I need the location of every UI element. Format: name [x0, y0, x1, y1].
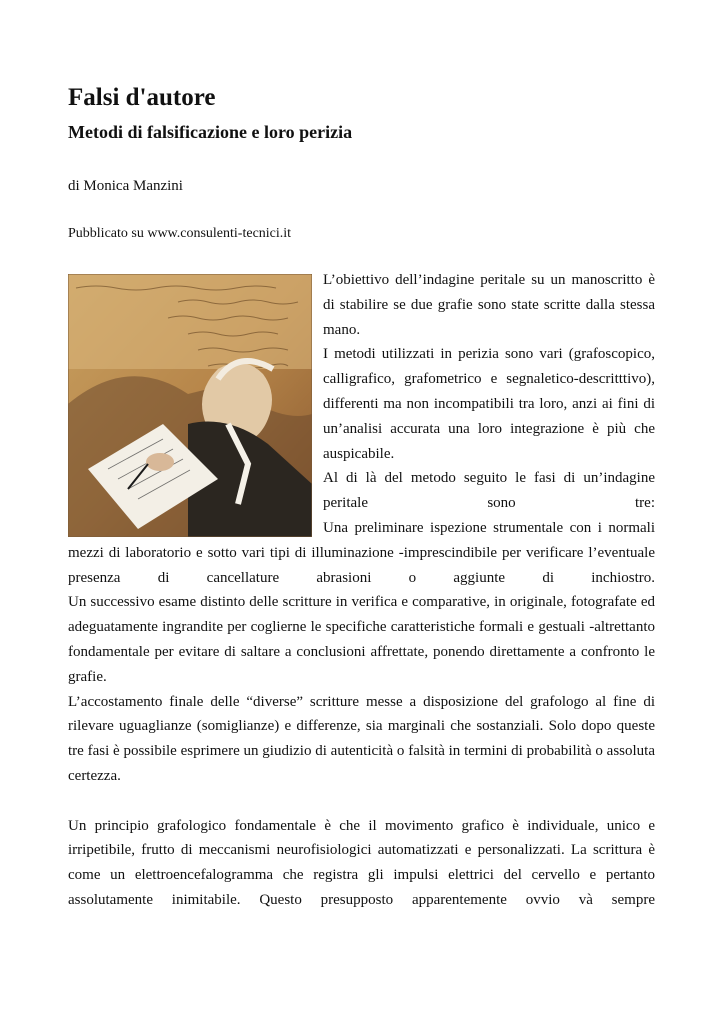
writer-at-desk-illustration: [68, 274, 312, 537]
paragraph: L’obiettivo dell’indagine peritale su un manoscritto è di stabilire se due grafie sono state scritte dalla stessa mano.: [323, 272, 655, 338]
document-title: Falsi d'autore: [68, 84, 216, 111]
paragraph: I metodi utilizzati in perizia sono vari (grafoscopico, calligrafico, grafometrico e segnaletico-descritttivo), differenti ma non incompatibili tra loro, anzi ai fini di un’analisi accurata una loro integrazione è più che auspicabile.: [323, 346, 655, 462]
article-body: [68, 268, 655, 913]
author-line: di Monica Manzini: [68, 178, 183, 194]
paragraph: Al di là del metodo seguito le fasi di un’indagine peritale sono tre:: [323, 470, 655, 512]
paragraph: L’accostamento finale delle “diverse” scritture messe a disposizione del grafologo al fine di rilevare uguaglianze (somiglianze) e differenze, sia marginali che sostanziali. Solo dopo queste tre fasi è possibile esprimere un giudizio di autenticità o falsità in termini di probabilità o assoluta certezza.: [68, 693, 655, 784]
paragraph: Un principio grafologico fondamentale è che il movimento grafico è individuale, unico e irripetibile, frutto di meccanismi neurofisiologici automatizzati e personalizzati. La scrittura è come un elettroencefalogramma che registra gli impulsi elettrici del cervello e pertanto assolutamente inimitabile. Questo presupposto apparentemente ovvio và sempre: [68, 817, 655, 908]
paragraph: Un successivo esame distinto delle scritture in verifica e comparative, in originale, fotografate ed adeguatamente ingrandite per coglierne le specifiche caratteristiche formali e gestuali -altrettanto fondamentale per evitare di saltare a conclusioni affrettate, ponendo direttamente a confronto le grafie.: [68, 594, 655, 685]
publication-line: Pubblicato su www.consulenti-tecnici.it: [68, 226, 292, 241]
paragraph: Una preliminare ispezione strumentale con i normali mezzi di laboratorio e sotto vari tipi di illuminazione -imprescindibile per verificare l’eventuale presenza di cancellature abrasioni o aggiunte di inchiostro.: [68, 519, 655, 586]
document-subtitle: Metodi di falsificazione e loro perizia: [68, 122, 353, 142]
